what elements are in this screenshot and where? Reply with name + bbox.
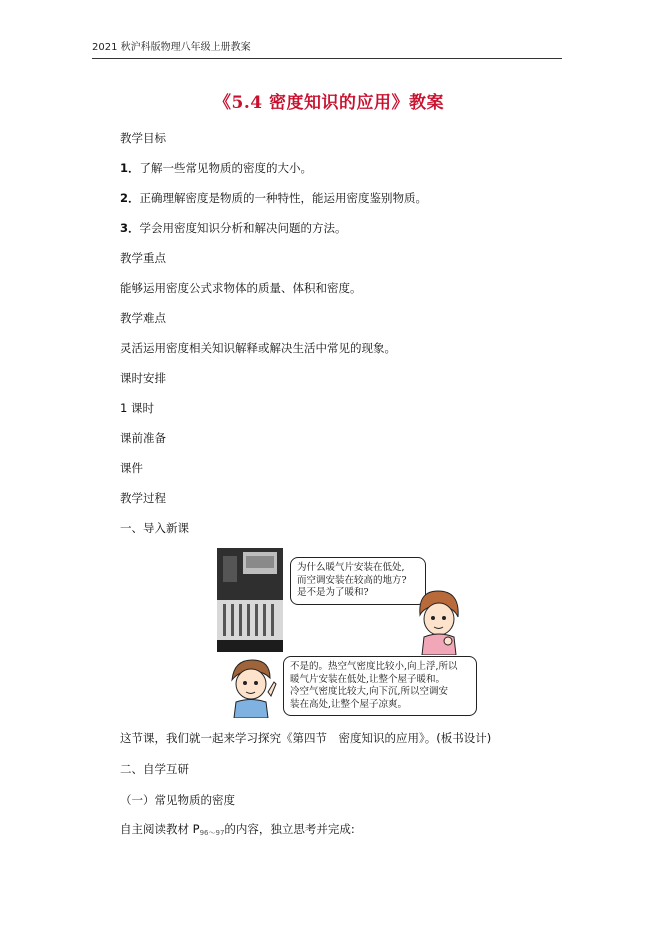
line-text: 一、导入新课	[120, 521, 189, 535]
body-line	[120, 220, 347, 236]
page-range: 96～97	[199, 829, 225, 837]
line-text: 教学难点	[120, 311, 166, 325]
line-text: 灵活运用密度相关知识解释或解决生活中常见的现象。	[120, 341, 396, 355]
instruction-after: 的内容，独立思考并完成:	[224, 822, 355, 836]
line-text: 二、自学互研	[120, 762, 189, 776]
body-line	[120, 160, 312, 176]
boy-cartoon-icon	[224, 656, 280, 718]
body-line	[120, 370, 166, 386]
body-line	[120, 730, 491, 746]
line-text: 教学过程	[120, 491, 166, 505]
body-line	[120, 460, 143, 476]
body-line	[120, 520, 189, 536]
body-line	[120, 430, 166, 446]
line-text: 正确理解密度是物质的一种特性，能运用密度鉴别物质。	[139, 191, 428, 205]
line-text: 课时安排	[120, 371, 166, 385]
body-line	[120, 490, 166, 506]
bubble-line: 为什么暖气片安装在低处,	[297, 562, 405, 573]
girl-cartoon-icon	[410, 585, 466, 655]
bubble-line: 而空调安装在较高的地方?	[297, 574, 407, 586]
line-text: 学会用密度知识分析和解决问题的方法。	[139, 221, 347, 235]
bubble-line: 冷空气密度比较大,向下沉,所以空调安	[290, 686, 449, 697]
page-header: 2021 秋沪科版物理八年级上册教案	[92, 38, 562, 59]
line-text: 1 课时	[120, 401, 154, 415]
body-line	[120, 250, 166, 266]
line-text: 这节课，我们就一起来学习探究《第四节 密度知识的应用》。(板书设计)	[120, 731, 492, 745]
line-text: 教学重点	[120, 251, 166, 265]
body-line	[120, 130, 166, 146]
bubble-line: 是不是为了暖和?	[297, 587, 369, 598]
answer-speech-bubble	[283, 656, 477, 716]
body-line	[120, 340, 396, 356]
body-line	[120, 280, 362, 296]
bubble-line: 暖气片安装在低处,让整个屋子暖和。	[290, 673, 446, 685]
instruction-before: 自主阅读教材 P	[120, 822, 200, 836]
line-text: 能够运用密度公式求物体的质量、体积和密度。	[120, 281, 362, 295]
item-number: 1．	[120, 161, 140, 175]
line-text: 课件	[120, 461, 143, 475]
line-text: 课前准备	[120, 431, 166, 445]
item-number: 3．	[120, 221, 140, 235]
body-line	[120, 792, 235, 808]
body-line	[120, 400, 154, 416]
line-text: 教学目标	[120, 131, 166, 145]
reading-instruction	[120, 821, 355, 838]
body-line	[120, 190, 427, 206]
body-line	[120, 310, 166, 326]
document-title: 《5.4 密度知识的应用》教案	[214, 93, 444, 113]
question-speech-bubble	[290, 557, 426, 605]
room-photo	[217, 548, 283, 652]
line-text: （一）常见物质的密度	[120, 793, 235, 807]
body-line	[120, 761, 189, 777]
bubble-line: 不是的。热空气密度比较小,向上浮,所以	[290, 661, 458, 672]
item-number: 2．	[120, 191, 140, 205]
bubble-line: 装在高处,让整个屋子凉爽。	[290, 698, 408, 710]
line-text: 了解一些常见物质的密度的大小。	[139, 161, 313, 175]
